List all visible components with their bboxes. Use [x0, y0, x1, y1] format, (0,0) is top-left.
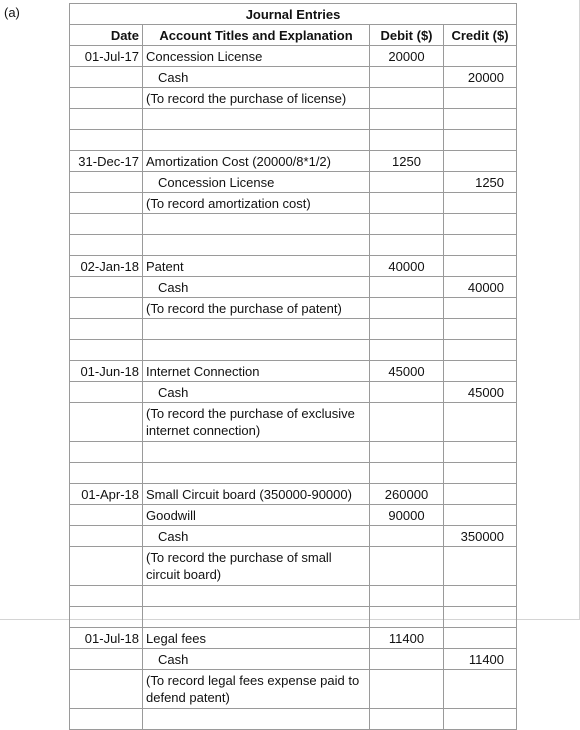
credit-account: Cash — [143, 649, 370, 670]
entry-3-credit-row — [70, 277, 517, 298]
credit-amount-empty — [444, 628, 517, 649]
date-empty — [70, 88, 143, 109]
entry-1-credit-row — [70, 67, 517, 88]
part-label: (a) — [4, 5, 20, 20]
spacer-row — [70, 214, 517, 235]
entry-4-debit-row — [70, 361, 517, 382]
credit-amount-empty — [444, 403, 517, 442]
debit-amount-empty — [370, 67, 444, 88]
date-empty — [70, 67, 143, 88]
date-empty — [70, 298, 143, 319]
debit-amount-empty — [370, 277, 444, 298]
debit-amount-empty — [370, 649, 444, 670]
debit-amount-empty — [370, 88, 444, 109]
credit-amount-empty — [444, 88, 517, 109]
credit-amount-empty — [444, 361, 517, 382]
spacer-row — [70, 709, 517, 730]
credit-amount: 1250 — [444, 172, 517, 193]
date-empty — [70, 505, 143, 526]
credit-amount-empty — [444, 505, 517, 526]
debit-amount: 1250 — [370, 151, 444, 172]
date-header: Date — [70, 25, 143, 46]
spacer-row — [70, 109, 517, 130]
entry-6-credit-row — [70, 649, 517, 670]
date-empty — [70, 382, 143, 403]
narration: (To record the purchase of small circuit board) — [143, 547, 370, 586]
debit-amount-empty — [370, 193, 444, 214]
entry-5-narration-row — [70, 547, 517, 586]
narration: (To record legal fees expense paid to defend patent) — [143, 670, 370, 709]
entry-2-debit-row — [70, 151, 517, 172]
narration: (To record amortization cost) — [143, 193, 370, 214]
entry-4-credit-row — [70, 382, 517, 403]
debit-account: Goodwill — [143, 505, 370, 526]
credit-account: Cash — [143, 67, 370, 88]
debit-amount-empty — [370, 547, 444, 586]
date-empty — [70, 649, 143, 670]
entry-6-debit-row — [70, 628, 517, 649]
entry-5-debit-row — [70, 484, 517, 505]
journal-table — [69, 3, 517, 730]
debit-account: Legal fees — [143, 628, 370, 649]
credit-account: Cash — [143, 526, 370, 547]
debit-header: Debit ($) — [370, 25, 444, 46]
credit-amount-empty — [444, 670, 517, 709]
entry-2-narration-row — [70, 193, 517, 214]
credit-account: Cash — [143, 277, 370, 298]
credit-amount-empty — [444, 151, 517, 172]
debit-amount: 20000 — [370, 46, 444, 67]
debit-account: Amortization Cost (20000/8*1/2) — [143, 151, 370, 172]
spacer-row — [70, 340, 517, 361]
spacer-row — [70, 607, 517, 628]
credit-amount: 20000 — [444, 67, 517, 88]
entry-1-narration-row — [70, 88, 517, 109]
entry-5-debit-row-2 — [70, 505, 517, 526]
entry-4-narration-row — [70, 403, 517, 442]
debit-amount: 45000 — [370, 361, 444, 382]
entry-1-debit-row — [70, 46, 517, 67]
debit-amount: 90000 — [370, 505, 444, 526]
narration: (To record the purchase of license) — [143, 88, 370, 109]
credit-amount-empty — [444, 298, 517, 319]
date-empty — [70, 547, 143, 586]
date-empty — [70, 670, 143, 709]
credit-amount: 11400 — [444, 649, 517, 670]
date-empty — [70, 277, 143, 298]
entry-5-credit-row — [70, 526, 517, 547]
narration: (To record the purchase of patent) — [143, 298, 370, 319]
credit-amount: 350000 — [444, 526, 517, 547]
date-empty — [70, 172, 143, 193]
entry-date: 01-Apr-18 — [70, 484, 143, 505]
entry-date: 01-Jul-18 — [70, 628, 143, 649]
debit-amount-empty — [370, 382, 444, 403]
credit-account: Cash — [143, 382, 370, 403]
spacer-row — [70, 463, 517, 484]
spacer-row — [70, 319, 517, 340]
debit-amount-empty — [370, 298, 444, 319]
debit-amount-empty — [370, 403, 444, 442]
entry-date: 02-Jan-18 — [70, 256, 143, 277]
credit-amount-empty — [444, 547, 517, 586]
debit-amount: 11400 — [370, 628, 444, 649]
debit-account: Internet Connection — [143, 361, 370, 382]
debit-account: Patent — [143, 256, 370, 277]
date-empty — [70, 526, 143, 547]
entry-2-credit-row — [70, 172, 517, 193]
credit-amount-empty — [444, 193, 517, 214]
debit-amount-empty — [370, 526, 444, 547]
spacer-row — [70, 235, 517, 256]
credit-amount: 40000 — [444, 277, 517, 298]
spacer-row — [70, 130, 517, 151]
spacer-row — [70, 442, 517, 463]
entry-6-narration-row — [70, 670, 517, 709]
credit-header: Credit ($) — [444, 25, 517, 46]
narration: (To record the purchase of exclusive internet connection) — [143, 403, 370, 442]
entry-3-debit-row — [70, 256, 517, 277]
journal-title: Journal Entries — [70, 4, 517, 25]
debit-account: Concession License — [143, 46, 370, 67]
title-row — [70, 4, 517, 25]
debit-amount-empty — [370, 670, 444, 709]
entry-3-narration-row — [70, 298, 517, 319]
header-row — [70, 25, 517, 46]
debit-account: Small Circuit board (350000-90000) — [143, 484, 370, 505]
credit-amount-empty — [444, 256, 517, 277]
debit-amount: 260000 — [370, 484, 444, 505]
date-empty — [70, 403, 143, 442]
spacer-row — [70, 586, 517, 607]
credit-account: Concession License — [143, 172, 370, 193]
debit-amount-empty — [370, 172, 444, 193]
credit-amount-empty — [444, 46, 517, 67]
entry-date: 01-Jul-17 — [70, 46, 143, 67]
credit-amount-empty — [444, 484, 517, 505]
account-header: Account Titles and Explanation — [143, 25, 370, 46]
credit-amount: 45000 — [444, 382, 517, 403]
date-empty — [70, 193, 143, 214]
entry-date: 31-Dec-17 — [70, 151, 143, 172]
entry-date: 01-Jun-18 — [70, 361, 143, 382]
debit-amount: 40000 — [370, 256, 444, 277]
